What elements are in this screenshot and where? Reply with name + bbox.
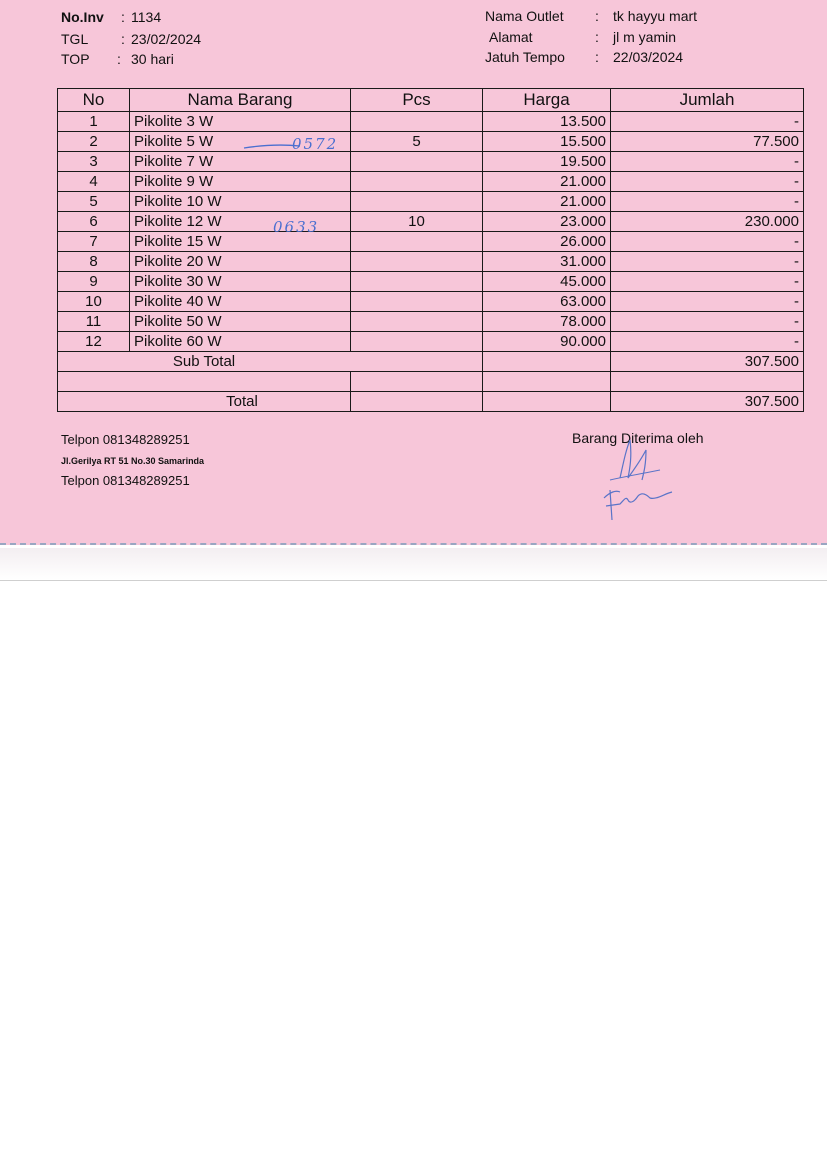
cell-name: Pikolite 10 W xyxy=(130,192,351,212)
cell-name: Pikolite 7 W xyxy=(130,152,351,172)
cell-harga: 90.000 xyxy=(483,332,611,352)
cell-jumlah: - xyxy=(611,272,804,292)
colon: : xyxy=(595,29,599,45)
footer-address: Jl.Gerilya RT 51 No.30 Samarinda xyxy=(61,456,205,466)
handwritten-code-row6: 0633 xyxy=(273,218,320,236)
table-row xyxy=(58,292,804,312)
due-date-label: Jatuh Tempo xyxy=(485,49,565,65)
cell-pcs xyxy=(351,232,483,252)
cell-jumlah: - xyxy=(611,232,804,252)
cell-no: 2 xyxy=(58,132,130,152)
col-header-jumlah: Jumlah xyxy=(611,89,804,112)
total-row xyxy=(58,392,804,412)
header-invoice-number xyxy=(61,8,261,26)
colon: : xyxy=(595,8,599,24)
table-row xyxy=(58,272,804,292)
colon: : xyxy=(595,49,599,65)
date-label: TGL xyxy=(61,31,89,47)
table-row xyxy=(58,192,804,212)
cell-pcs: 10 xyxy=(351,212,483,232)
cell-harga: 23.000 xyxy=(483,212,611,232)
cell-name: Pikolite 5 W xyxy=(130,132,351,152)
subtotal-value: 307.500 xyxy=(611,352,804,372)
received-by-label: Barang Diterima oleh xyxy=(572,430,704,446)
cell-name: Pikolite 40 W xyxy=(130,292,351,312)
col-header-pcs: Pcs xyxy=(351,89,483,112)
table-row xyxy=(58,332,804,352)
perforation-line xyxy=(0,543,827,545)
cell-name: Pikolite 12 W xyxy=(130,212,351,232)
cell-pcs xyxy=(351,292,483,312)
cell-harga: 21.000 xyxy=(483,192,611,212)
total-spacer xyxy=(483,392,611,412)
date-value: 23/02/2024 xyxy=(131,31,202,47)
cell-jumlah: - xyxy=(611,332,804,352)
outlet-value: tk hayyu mart xyxy=(613,8,698,24)
cell-harga: 15.500 xyxy=(483,132,611,152)
cell-pcs xyxy=(351,252,483,272)
cell-harga: 21.000 xyxy=(483,172,611,192)
cell-pcs xyxy=(351,312,483,332)
top-value: 30 hari xyxy=(131,51,174,67)
cell-no: 3 xyxy=(58,152,130,172)
table-row xyxy=(58,132,804,152)
blank-cell xyxy=(611,372,804,392)
cell-pcs xyxy=(351,152,483,172)
cell-no: 6 xyxy=(58,212,130,232)
cell-pcs: 5 xyxy=(351,132,483,152)
cell-no: 5 xyxy=(58,192,130,212)
cell-jumlah: - xyxy=(611,112,804,132)
cell-pcs xyxy=(351,192,483,212)
subtotal-row xyxy=(58,352,804,372)
col-header-no: No xyxy=(58,89,130,112)
cell-name: Pikolite 20 W xyxy=(130,252,351,272)
table-row xyxy=(58,252,804,272)
header-top xyxy=(61,50,261,68)
cell-no: 7 xyxy=(58,232,130,252)
torn-edge xyxy=(0,548,827,581)
signature xyxy=(580,420,690,530)
cell-name: Pikolite 50 W xyxy=(130,312,351,332)
col-header-name: Nama Barang xyxy=(130,89,351,112)
blank-cell xyxy=(351,372,483,392)
cell-jumlah: 230.000 xyxy=(611,212,804,232)
invoice-sheet xyxy=(0,0,827,545)
header-outlet xyxy=(485,7,745,25)
invoice-number-label: No.Inv xyxy=(61,9,104,25)
address-label: Alamat xyxy=(489,29,533,45)
table-row xyxy=(58,172,804,192)
cell-name: Pikolite 30 W xyxy=(130,272,351,292)
colon: : xyxy=(121,9,125,25)
blank-cell xyxy=(58,372,351,392)
cell-no: 11 xyxy=(58,312,130,332)
cell-harga: 13.500 xyxy=(483,112,611,132)
subtotal-spacer xyxy=(351,352,483,372)
table-row xyxy=(58,232,804,252)
total-spacer xyxy=(351,392,483,412)
header-date xyxy=(61,30,261,48)
cell-jumlah: - xyxy=(611,152,804,172)
header-due-date xyxy=(485,48,745,66)
table-row xyxy=(58,152,804,172)
cell-harga: 31.000 xyxy=(483,252,611,272)
subtotal-spacer xyxy=(483,352,611,372)
table-row xyxy=(58,112,804,132)
colon: : xyxy=(117,51,121,67)
total-label: Total xyxy=(58,392,351,412)
blank-cell xyxy=(483,372,611,392)
header-address xyxy=(489,28,745,46)
cell-no: 9 xyxy=(58,272,130,292)
cell-no: 12 xyxy=(58,332,130,352)
cell-jumlah: - xyxy=(611,312,804,332)
cell-no: 8 xyxy=(58,252,130,272)
colon: : xyxy=(121,31,125,47)
cell-name: Pikolite 3 W xyxy=(130,112,351,132)
cell-name: Pikolite 60 W xyxy=(130,332,351,352)
footer-phone-1: Telpon 081348289251 xyxy=(61,432,190,447)
cell-harga: 78.000 xyxy=(483,312,611,332)
cell-harga: 45.000 xyxy=(483,272,611,292)
cell-jumlah: 77.500 xyxy=(611,132,804,152)
cell-name: Pikolite 9 W xyxy=(130,172,351,192)
cell-name: Pikolite 15 W xyxy=(130,232,351,252)
invoice-number-value: 1134 xyxy=(131,9,162,25)
col-header-harga: Harga xyxy=(483,89,611,112)
table-row xyxy=(58,312,804,332)
invoice-table xyxy=(57,88,804,412)
table-header-row xyxy=(58,89,804,112)
cell-jumlah: - xyxy=(611,172,804,192)
cell-no: 4 xyxy=(58,172,130,192)
cell-pcs xyxy=(351,272,483,292)
cell-pcs xyxy=(351,172,483,192)
cell-harga: 63.000 xyxy=(483,292,611,312)
cell-jumlah: - xyxy=(611,192,804,212)
cell-no: 10 xyxy=(58,292,130,312)
due-date-value: 22/03/2024 xyxy=(613,49,684,65)
cell-jumlah: - xyxy=(611,252,804,272)
top-label: TOP xyxy=(61,51,90,67)
outlet-label: Nama Outlet xyxy=(485,8,564,24)
address-value: jl m yamin xyxy=(613,29,677,45)
footer-phone-2: Telpon 081348289251 xyxy=(61,473,190,488)
cell-harga: 19.500 xyxy=(483,152,611,172)
cell-harga: 26.000 xyxy=(483,232,611,252)
cell-pcs xyxy=(351,332,483,352)
cell-pcs xyxy=(351,112,483,132)
subtotal-label: Sub Total xyxy=(58,352,351,372)
handwritten-code-row2: 0572 xyxy=(292,135,339,153)
total-value: 307.500 xyxy=(611,392,804,412)
blank-row xyxy=(58,372,804,392)
table-row xyxy=(58,212,804,232)
cell-jumlah: - xyxy=(611,292,804,312)
cell-no: 1 xyxy=(58,112,130,132)
